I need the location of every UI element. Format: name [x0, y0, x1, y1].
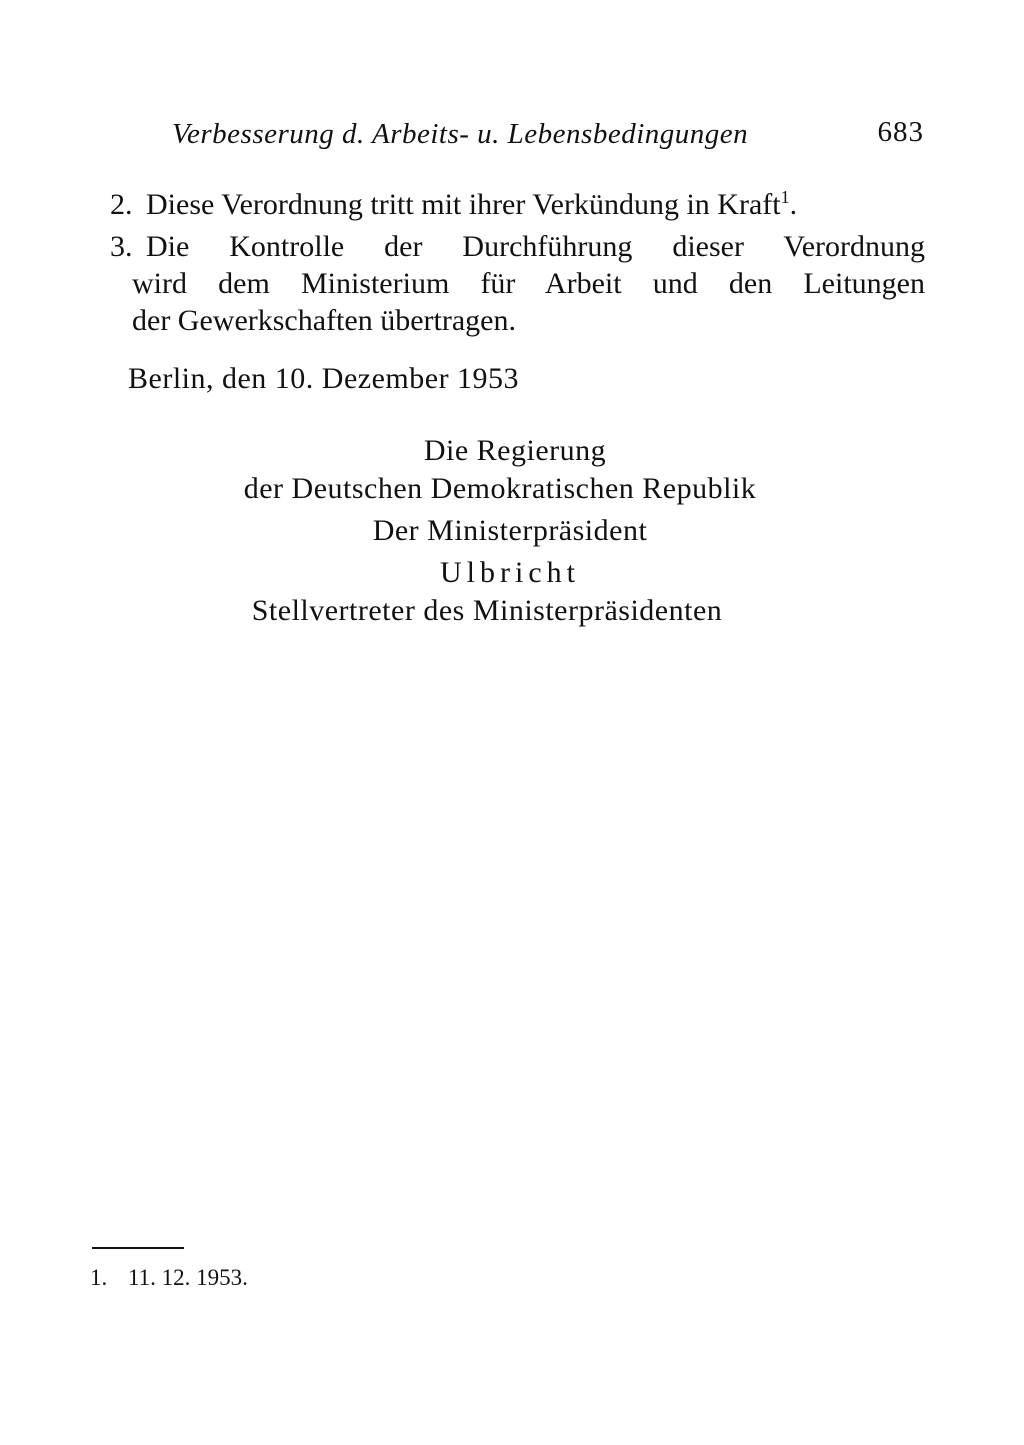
- item-text: Diese Verordnung tritt mit ihrer Verkündung in Kraft: [146, 188, 781, 221]
- section-item-2: [110, 186, 925, 223]
- signature-block: [200, 432, 800, 630]
- item-text: Die Kontrolle der Durchführung dieser Verordnung: [146, 230, 925, 263]
- item-3-line-2: wird dem Ministerium für Arbeit und den Leitungen: [132, 267, 925, 300]
- signature-deputy: Stellvertreter des Ministerpräsidenten: [251, 594, 723, 627]
- section-item-3: [110, 228, 925, 339]
- signature-name: Ulbricht: [440, 556, 580, 589]
- footnote: [90, 1265, 248, 1291]
- footnote-divider: [92, 1247, 184, 1249]
- item-2-line: [110, 186, 925, 223]
- signature-republic: der Deutschen Demokratischen Republik: [243, 472, 757, 505]
- running-head-title: Verbesserung d. Arbeits- u. Lebensbedingungen: [172, 118, 749, 150]
- item-trailing-punct: .: [789, 188, 798, 221]
- item-3-line-1: [110, 228, 925, 265]
- footnote-mark: 1.: [90, 1265, 108, 1290]
- footnote-text: 11. 12. 1953.: [128, 1265, 248, 1290]
- item-3-line-3: der Gewerkschaften übertragen.: [132, 304, 516, 337]
- signature-title: Der Ministerpräsident: [372, 514, 648, 547]
- signature-government: Die Regierung: [423, 434, 607, 467]
- running-head: [172, 116, 924, 151]
- item-number: 2.: [110, 188, 133, 221]
- footnote-reference: 1: [780, 187, 790, 207]
- place-date: Berlin, den 10. Dezember 1953: [128, 362, 520, 395]
- item-number: 3.: [110, 230, 133, 263]
- page-number: 683: [877, 116, 924, 148]
